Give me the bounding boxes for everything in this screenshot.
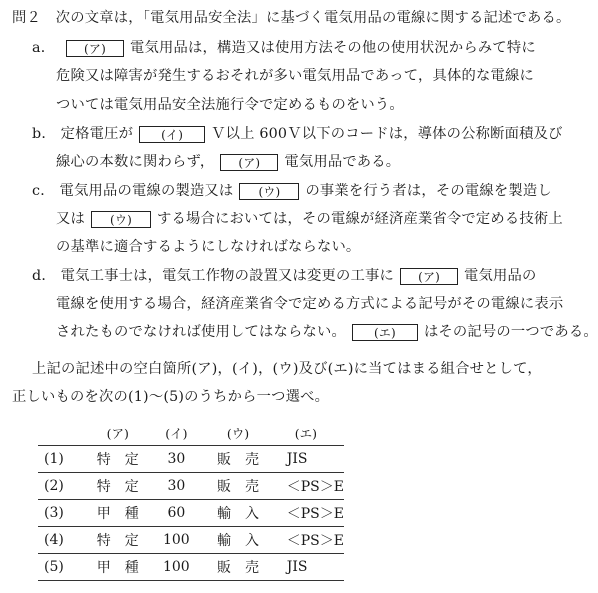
cell-i: 60 bbox=[154, 500, 200, 527]
statement-c-line2: 又は (ウ) する場合においては，その電線が経済産業省令で定める技術上 bbox=[56, 211, 563, 227]
cell-i: 30 bbox=[154, 473, 200, 500]
cell-e: ＜PS＞E bbox=[277, 473, 344, 500]
question-header bbox=[12, 8, 570, 28]
table-row bbox=[38, 554, 344, 581]
statement-d-line2: 電線を使用する場合，経済産業省令で定める方式による記号がその電線に表示 bbox=[56, 296, 564, 312]
cell-a: 特定 bbox=[82, 446, 154, 473]
cell-e: JIS bbox=[277, 554, 344, 581]
cell-u: 販売 bbox=[199, 473, 277, 500]
statement-a-line3: ついては電気用品安全法施行令で定めるものをいう。 bbox=[56, 97, 404, 113]
statement-c-line1: c． 電気用品の電線の製造又は (ウ) の事業を行う者は，その電線を製造し bbox=[32, 183, 552, 199]
cell-u: 販売 bbox=[199, 446, 277, 473]
choice-number: (3) bbox=[38, 500, 82, 527]
statement-a-label: a． bbox=[32, 40, 56, 56]
table-header-cell: (ウ) bbox=[226, 425, 250, 441]
cell-u: 輸入 bbox=[199, 527, 277, 554]
cell-e: JIS bbox=[277, 446, 344, 473]
table-header-cell: (エ) bbox=[294, 425, 318, 441]
cell-i: 100 bbox=[154, 554, 200, 581]
cell-a: 特定 bbox=[82, 527, 154, 554]
instruction-line1: 上記の記述中の空白箇所(ア)，(イ)，(ウ)及び(エ)に当てはまる組合せとして， bbox=[32, 361, 542, 377]
table-header-cell bbox=[38, 420, 82, 446]
cell-u: 販売 bbox=[199, 554, 277, 581]
statement-b-label: b． bbox=[32, 126, 56, 142]
statement-c-label: c． bbox=[32, 183, 55, 199]
blank-u-2: (ウ) bbox=[91, 211, 151, 228]
statement-b-line1: b． 定格電圧が (イ) Ｖ以上 600Ｖ以下のコードは，導体の公称断面積及び bbox=[32, 126, 563, 142]
table-row bbox=[38, 500, 344, 527]
statement-a-line2: 危険又は障害が発生するおそれが多い電気用品であって，具体的な電線に bbox=[56, 68, 534, 84]
blank-i: (イ) bbox=[139, 126, 205, 143]
cell-i: 30 bbox=[154, 446, 200, 473]
statement-b-line2: 線心の本数に関わらず， (ア) 電気用品である。 bbox=[56, 154, 401, 170]
cell-a: 甲種 bbox=[82, 554, 154, 581]
answer-table bbox=[38, 420, 344, 581]
table-header-cell: (ア) bbox=[106, 425, 129, 441]
instruction-line2: 正しいものを次の(1)～(5)のうちから一つ選べ。 bbox=[12, 389, 330, 405]
cell-e: ＜PS＞E bbox=[277, 500, 344, 527]
cell-e: ＜PS＞E bbox=[277, 527, 344, 554]
choice-number: (5) bbox=[38, 554, 82, 581]
table-row bbox=[38, 527, 344, 554]
table-header-row bbox=[38, 420, 344, 446]
cell-i: 100 bbox=[154, 527, 200, 554]
table-header-cell: (イ) bbox=[165, 425, 188, 441]
choice-number: (4) bbox=[38, 527, 82, 554]
table-row bbox=[38, 473, 344, 500]
statement-c-line3: の基準に適合するようにしなければならない。 bbox=[56, 239, 361, 255]
table-row bbox=[38, 446, 344, 473]
blank-a-2: (ア) bbox=[220, 154, 278, 171]
blank-a: (ア) bbox=[66, 40, 124, 57]
statement-d-line1: d． 電気工事士は，電気工作物の設置又は変更の工事に (ア) 電気用品の bbox=[32, 268, 537, 284]
statement-d-label: d． bbox=[32, 268, 56, 284]
statement-d-line3: されたものでなければ使用してはならない。 (エ) はその記号の一つである。 bbox=[56, 324, 598, 340]
blank-e: (エ) bbox=[352, 324, 418, 341]
cell-a: 特定 bbox=[82, 473, 154, 500]
cell-a: 甲種 bbox=[82, 500, 154, 527]
cell-u: 輸入 bbox=[199, 500, 277, 527]
statement-a-line1: a． (ア) 電気用品は，構造又は使用方法その他の使用状況からみて特に bbox=[32, 40, 536, 56]
blank-u: (ウ) bbox=[239, 183, 299, 200]
choice-number: (2) bbox=[38, 473, 82, 500]
question-intro: 次の文章は，「電気用品安全法」に基づく電気用品の電線に関する記述である。 bbox=[55, 10, 571, 26]
blank-a-3: (ア) bbox=[400, 268, 458, 285]
question-number: 問２ bbox=[12, 10, 41, 26]
choice-number: (1) bbox=[38, 446, 82, 473]
